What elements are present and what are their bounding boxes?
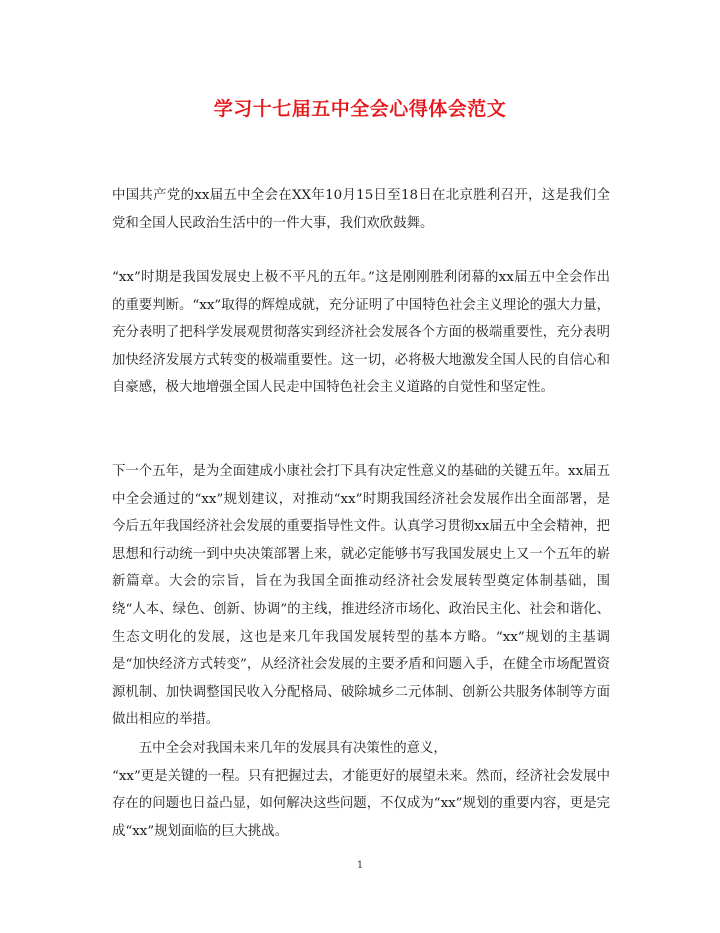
page-number: 1 [356, 860, 364, 871]
paragraph-3: 下一个五年，是为全面建成小康社会打下具有决定性意义的基础的关键五年。xx届五中全会通过的“xx”规划建议，对推动“xx”时期我国经济社会发展作出全面部署，是今后五年我国经济社会发展的重要指导性文件。认真学习贯彻xx届五中全会精神，把思想和行动统一到中央决策部署上来，就必定能够书写我国发展史上又一个五年的崭新篇章。大会的宗旨，旨在为我国全面推动经济社会发展转型奠定体制基础，围绕“人本、绿色、创新、协调”的主线，推进经济市场化、政治民主化、社会和谐化、生态文明化的发展，这也是来几年我国发展转型的基本方略。“xx”规划的主基调是“加快经济方式转变”，从经济社会发展的主要矛盾和问题入手，在健全市场配置资源机制、加快调整国民收入分配格局、破除城乡二元体制、创新公共服务体制等方面做出相应的举措。 [112, 464, 610, 728]
paragraph-4-lead: 五中全会对我国未来几年的发展具有决策性的意义， [138, 741, 447, 756]
paragraph-2: “xx”时期是我国发展史上极不平凡的五年。”这是刚刚胜利闭幕的xx届五中全会作出的重要判断。“xx”取得的辉煌成就，充分证明了中国特色社会主义理论的强大力量，充分表明了把科学发展观贯彻落实到经济社会发展各个方面的极端重要性，充分表明加快经济发展方式转变的极端重要性。这一切，必将极大地激发全国人民的自信心和自豪感，极大地增强全国人民走中国特色社会主义道路的自觉性和坚定性。 [112, 270, 610, 396]
document-title: 学习十七届五中全会心得体会范文 [213, 98, 507, 120]
paragraph-1: 中国共产党的xx届五中全会在XX年10月15日至18日在北京胜利召开，这是我们全党和全国人民政治生活中的一件大事，我们欢欣鼓舞。 [112, 188, 610, 231]
paragraph-4-block [112, 735, 610, 845]
paragraph-4-body: “xx”更是关键的一程。只有把握过去，才能更好的展望未来。然而，经济社会发展中存在的问题也日益凸显，如何解决这些问题，不仅成为“xx”规划的重要内容，更是完成“xx”规划面临的巨大挑战。 [112, 768, 610, 839]
